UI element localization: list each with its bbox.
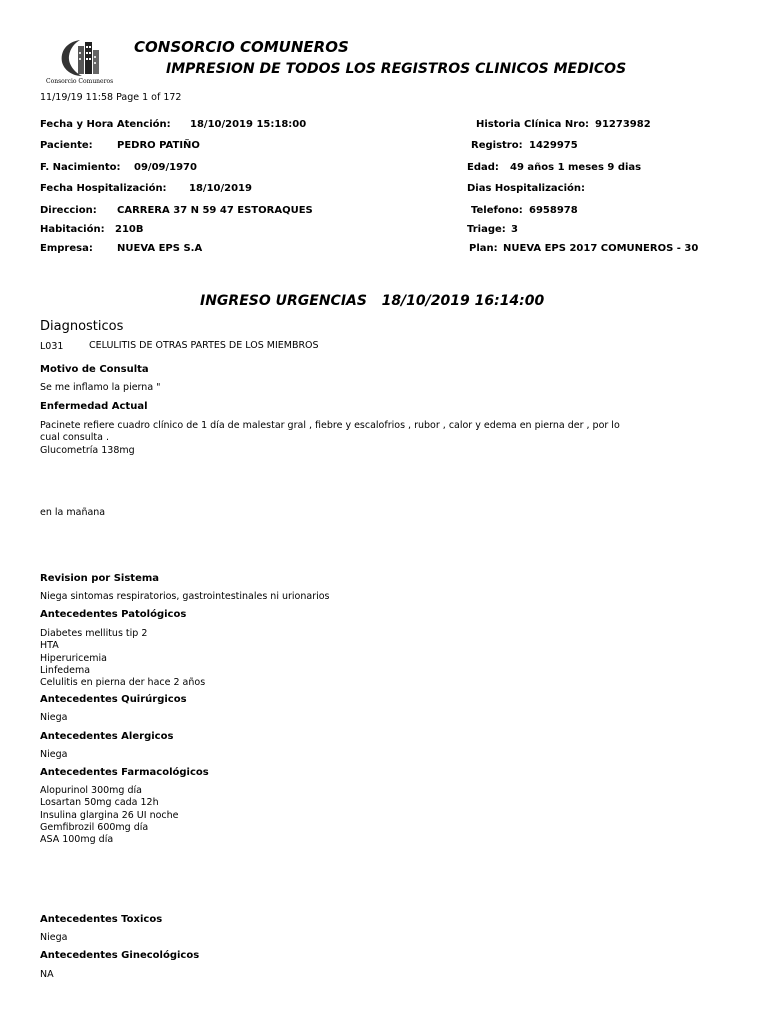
revision-title: Revision por Sistema [40, 573, 160, 584]
direccion-label: Direccion: [40, 205, 97, 216]
plan-label: Plan: [469, 243, 498, 254]
atencion-value: 18/10/2019 15:18:00 [190, 119, 307, 130]
empresa-value: NUEVA EPS S.A [117, 243, 203, 254]
hosp-label: Fecha Hospitalización: [40, 183, 167, 194]
enfermedad-title: Enfermedad Actual [40, 401, 148, 412]
company-logo [44, 38, 126, 88]
toxicos-title: Antecedentes Toxicos [40, 914, 163, 925]
print-stamp: 11/19/19 11:58 Page 1 of 172 [40, 92, 182, 103]
ingreso-heading [200, 293, 544, 309]
diagnostico-description: CELULITIS DE OTRAS PARTES DE LOS MIEMBROS [89, 340, 319, 351]
edad-value: 49 años 1 meses 9 dias [510, 162, 642, 173]
diagnosticos-title: Diagnosticos [40, 319, 124, 334]
historia-label: Historia Clínica Nro: [476, 119, 590, 130]
habitacion-value: 210B [115, 224, 144, 235]
dias-hosp-label: Dias Hospitalización: [467, 183, 585, 194]
hosp-value: 18/10/2019 [189, 183, 252, 194]
diagnostico-code: L031 [40, 341, 64, 352]
motivo-title: Motivo de Consulta [40, 364, 149, 375]
habitacion-label: Habitación: [40, 224, 105, 235]
ingreso-title: INGRESO URGENCIAS [200, 293, 367, 309]
atencion-label: Fecha y Hora Atención: [40, 119, 171, 130]
quirurgicos-text: Niega [40, 712, 68, 723]
revision-text: Niega sintomas respiratorios, gastrointestinales ni urionarios [40, 591, 330, 602]
plan-value: NUEVA EPS 2017 COMUNEROS - 30 [503, 243, 699, 254]
logo-caption: Consorcio Comuneros [46, 78, 114, 85]
alergicos-title: Antecedentes Alergicos [40, 731, 174, 742]
enfermedad-note: en la mañana [40, 507, 106, 518]
telefono-value: 6958978 [529, 205, 578, 216]
nacimiento-label: F. Nacimiento: [40, 162, 121, 173]
gineco-title: Antecedentes Ginecológicos [40, 950, 200, 961]
nacimiento-value: 09/09/1970 [134, 162, 197, 173]
direccion-value: CARRERA 37 N 59 47 ESTORAQUES [117, 205, 313, 216]
enfermedad-text: Pacinete refiere cuadro clínico de 1 día de malestar gral , fiebre y escalofrios , rubor , calor y edema en pierna der , por lo cual consulta . Glucometría 138mg [40, 420, 620, 456]
registro-value: 1429975 [529, 140, 578, 151]
motivo-text: Se me inflamo la pierna " [40, 382, 161, 393]
paciente-label: Paciente: [40, 140, 93, 151]
patologicos-text: Diabetes mellitus tip 2 HTA Hiperuricemia Linfedema Celulitis en pierna der hace 2 años [40, 628, 206, 689]
toxicos-text: Niega [40, 932, 68, 943]
gineco-text: NA [40, 969, 54, 980]
report-title: IMPRESION DE TODOS LOS REGISTROS CLINICOS MEDICOS [166, 61, 627, 77]
telefono-label: Telefono: [471, 205, 523, 216]
building-logo-icon [58, 38, 108, 78]
farmaco-title: Antecedentes Farmacológicos [40, 767, 209, 778]
registro-label: Registro: [471, 140, 523, 151]
alergicos-text: Niega [40, 749, 68, 760]
historia-value: 91273982 [595, 119, 651, 130]
empresa-label: Empresa: [40, 243, 93, 254]
paciente-value: PEDRO PATIÑO [117, 140, 200, 151]
org-name: CONSORCIO COMUNEROS [134, 38, 349, 56]
edad-label: Edad: [467, 162, 499, 173]
farmaco-text: Alopurinol 300mg día Losartan 50mg cada 12h Insulina glargina 26 UI noche Gemfibrozil 600mg día ASA 100mg día [40, 785, 179, 846]
patologicos-title: Antecedentes Patológicos [40, 609, 187, 620]
triage-value: 3 [511, 224, 518, 235]
ingreso-datetime: 18/10/2019 16:14:00 [381, 293, 545, 309]
triage-label: Triage: [467, 224, 506, 235]
quirurgicos-title: Antecedentes Quirúrgicos [40, 694, 187, 705]
